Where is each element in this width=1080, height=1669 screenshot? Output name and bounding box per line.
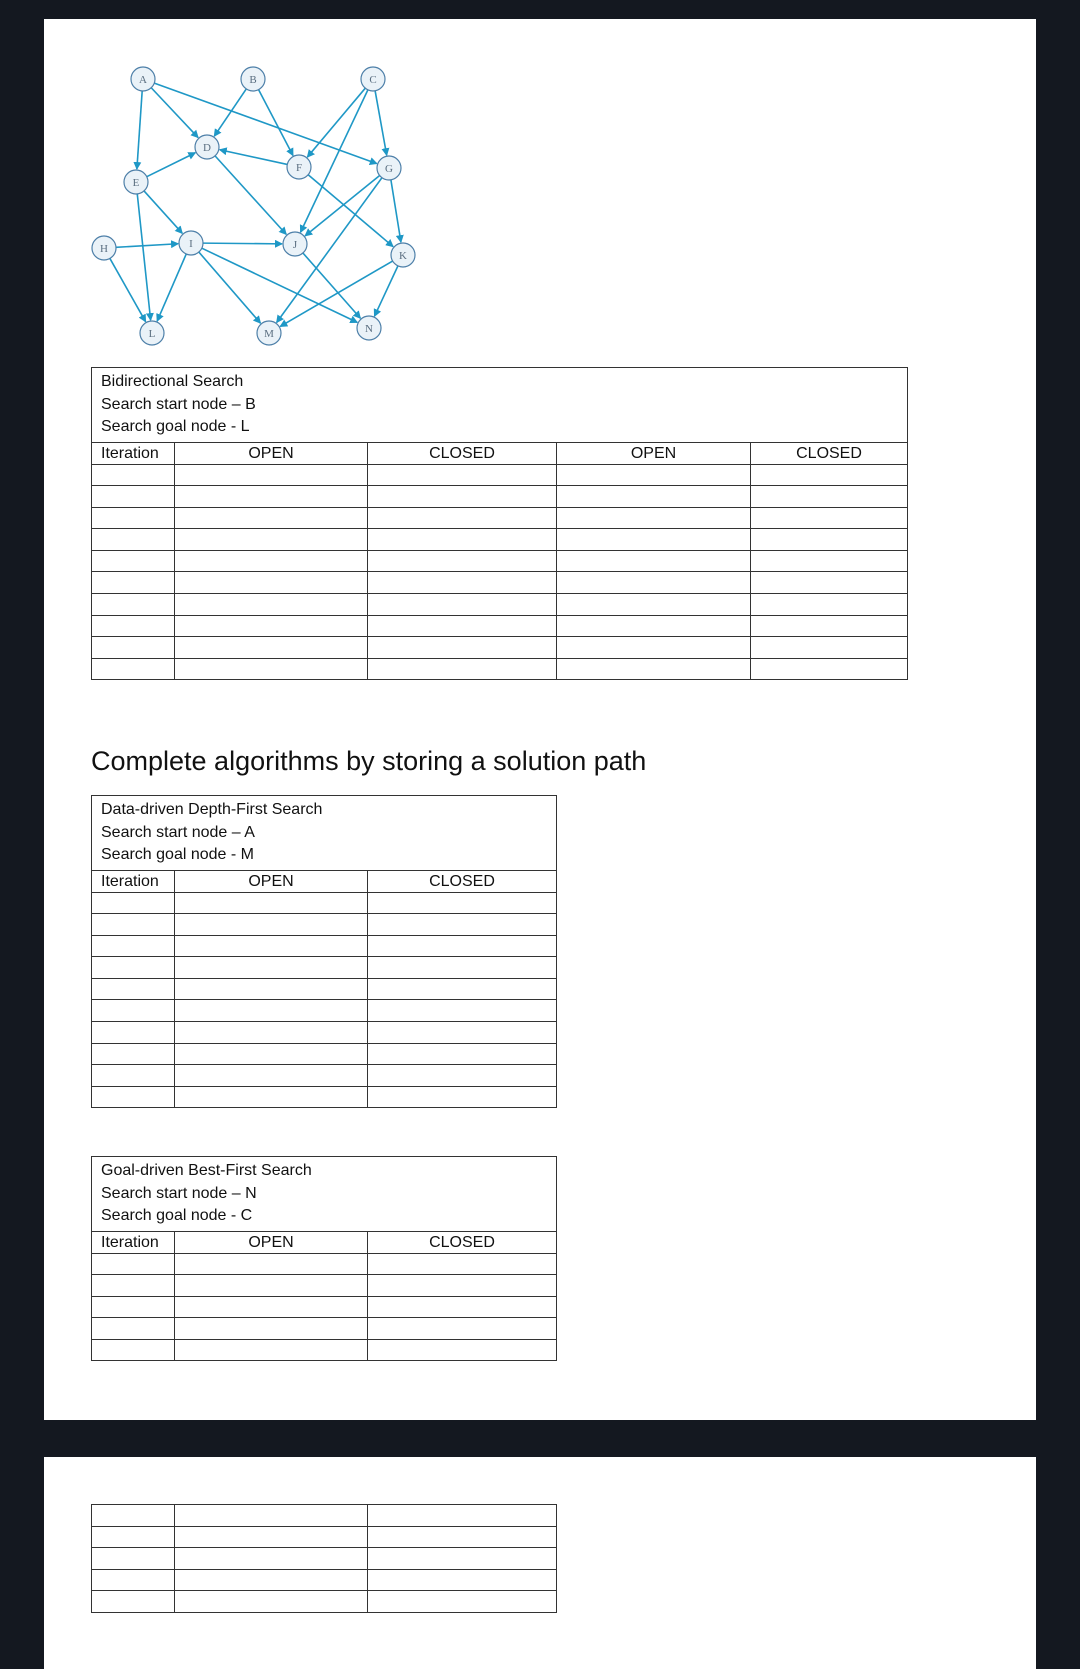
graph-node-label: J (292, 239, 298, 251)
table-row (92, 507, 908, 529)
graph-node-label: M (264, 328, 274, 340)
goal-node-label: Search goal node - C (101, 1207, 253, 1224)
table-cell (175, 1526, 368, 1548)
column-header-open-backward: OPEN (557, 442, 751, 464)
table-cell (175, 892, 368, 914)
table-row (92, 1065, 557, 1087)
search-graph (44, 19, 464, 349)
table-cell (92, 507, 175, 529)
table-cell (92, 1065, 175, 1087)
start-node-label: Search start node – B (101, 395, 256, 413)
table-cell (175, 1339, 368, 1361)
table-row (92, 1548, 557, 1570)
column-header-closed-backward: CLOSED (751, 442, 908, 464)
table-cell (368, 1253, 557, 1275)
table-cell (175, 1318, 368, 1340)
table-cell (368, 1505, 557, 1527)
edge-F-K (308, 175, 393, 247)
table-cell (751, 529, 908, 551)
table-cell (175, 935, 368, 957)
table-cell (175, 1000, 368, 1022)
table-cell (368, 615, 557, 637)
table-cell (751, 550, 908, 572)
table-cell (368, 637, 557, 659)
column-header-closed: CLOSED (368, 870, 557, 892)
column-header-iteration: Iteration (92, 1231, 175, 1253)
table-cell (368, 529, 557, 551)
edge-F-D (220, 150, 288, 165)
table-cell (557, 572, 751, 594)
graph-node-label: A (139, 74, 147, 86)
table-cell (92, 1569, 175, 1591)
table-cell (368, 914, 557, 936)
table-cell (175, 1043, 368, 1065)
table-cell (557, 550, 751, 572)
table-row (92, 1591, 557, 1613)
table-cell (175, 658, 368, 680)
edge-A-G (154, 83, 376, 163)
start-node-label: Search start node – N (101, 1184, 257, 1202)
table-row (92, 1339, 557, 1361)
table-row (92, 978, 557, 1000)
table-cell (557, 464, 751, 486)
table-cell (368, 1569, 557, 1591)
graph-node-J (283, 232, 307, 256)
edge-K-N (374, 266, 397, 316)
table-cell (368, 1548, 557, 1570)
graph-node-label: C (369, 74, 377, 86)
edge-B-D (214, 89, 246, 136)
table-cell (92, 464, 175, 486)
edge-E-I (144, 191, 182, 233)
table-cell (368, 507, 557, 529)
table-cell (368, 1065, 557, 1087)
table-cell (92, 1318, 175, 1340)
table-cell (175, 1253, 368, 1275)
table-cell (175, 1086, 368, 1108)
graph-node-L (140, 321, 164, 345)
goal-node-label: Search goal node - L (101, 418, 250, 435)
table-cell (368, 464, 557, 486)
graph-node-label: H (100, 243, 108, 255)
table-cell (557, 594, 751, 616)
table-header-row (92, 1231, 557, 1253)
graph-node-label: K (399, 250, 407, 262)
table-cell (751, 615, 908, 637)
goal-node-label: Search goal node - M (101, 846, 254, 863)
table-row (92, 1569, 557, 1591)
table-row (92, 529, 908, 551)
table-row (92, 1526, 557, 1548)
table-cell (175, 637, 368, 659)
document-page-2 (44, 1457, 1036, 1669)
graph-node-E (124, 170, 148, 194)
table-cell (751, 658, 908, 680)
table-title: Bidirectional Search (101, 373, 244, 390)
edge-I-L (157, 254, 186, 321)
table-cell (557, 637, 751, 659)
graph-node-C (361, 67, 385, 91)
table-cell (557, 529, 751, 551)
table-cell (175, 1275, 368, 1297)
table-row (92, 637, 908, 659)
table-cell (175, 615, 368, 637)
table-cell (368, 1318, 557, 1340)
table-cell (368, 1000, 557, 1022)
graph-node-label: B (249, 74, 257, 86)
column-header-iteration: Iteration (92, 442, 175, 464)
bidirectional-search-table (91, 367, 908, 680)
edge-I-J (203, 243, 282, 244)
table-cell (175, 1505, 368, 1527)
table-cell (751, 507, 908, 529)
table-row (92, 1296, 557, 1318)
graph-node-H (92, 236, 116, 260)
table-cell (368, 594, 557, 616)
table-cell (175, 594, 368, 616)
table-row (92, 1505, 557, 1527)
table-caption-row (92, 1157, 557, 1232)
table-cell (175, 914, 368, 936)
table-cell (368, 658, 557, 680)
table-row (92, 1086, 557, 1108)
best-first-search-table-continued (91, 1504, 557, 1613)
table-row (92, 935, 557, 957)
table-cell (92, 1339, 175, 1361)
table-cell (751, 594, 908, 616)
table-cell (751, 486, 908, 508)
column-header-open: OPEN (175, 1231, 368, 1253)
table-cell (92, 486, 175, 508)
edge-I-M (199, 252, 261, 323)
table-header-row (92, 870, 557, 892)
graph-node-D (195, 135, 219, 159)
start-node-label: Search start node – A (101, 823, 255, 841)
graph-node-label: E (132, 177, 140, 189)
graph-node-label: G (385, 163, 393, 175)
table-cell (92, 1022, 175, 1044)
table-cell (368, 1296, 557, 1318)
table-cell (92, 615, 175, 637)
table-cell (92, 1253, 175, 1275)
table-cell (751, 572, 908, 594)
table-cell (92, 529, 175, 551)
edge-I-N (202, 248, 357, 322)
table-cell (175, 957, 368, 979)
best-first-search-table (91, 1156, 557, 1361)
table-cell (368, 935, 557, 957)
table-caption (92, 368, 908, 443)
table-cell (92, 935, 175, 957)
edge-C-F (307, 88, 365, 157)
table-cell (175, 1569, 368, 1591)
table-cell (368, 1086, 557, 1108)
table-cell (92, 914, 175, 936)
table-caption-row (92, 368, 908, 443)
table-cell (175, 1296, 368, 1318)
table-cell (92, 550, 175, 572)
table-cell (175, 572, 368, 594)
table-cell (92, 594, 175, 616)
table-cell (92, 957, 175, 979)
table-cell (92, 978, 175, 1000)
table-row (92, 1022, 557, 1044)
table-row (92, 550, 908, 572)
table-cell (368, 978, 557, 1000)
table-title: Goal-driven Best-First Search (101, 1162, 312, 1179)
table-cell (368, 1275, 557, 1297)
edge-C-G (375, 91, 387, 155)
table-caption-row (92, 796, 557, 871)
table-cell (557, 486, 751, 508)
table-cell (368, 572, 557, 594)
table-row (92, 957, 557, 979)
table-cell (92, 1275, 175, 1297)
table-row (92, 594, 908, 616)
graph-node-label: F (295, 162, 303, 174)
table-cell (175, 978, 368, 1000)
table-row (92, 615, 908, 637)
table-cell (557, 658, 751, 680)
table-cell (175, 529, 368, 551)
graph-node-label: L (148, 328, 156, 340)
table-cell (175, 1548, 368, 1570)
edge-E-L (137, 194, 150, 320)
table-row (92, 1000, 557, 1022)
table-row (92, 572, 908, 594)
edge-H-L (110, 258, 146, 321)
table-cell (368, 892, 557, 914)
table-cell (751, 637, 908, 659)
table-cell (175, 507, 368, 529)
table-row (92, 658, 908, 680)
table-cell (368, 1339, 557, 1361)
table-cell (92, 1505, 175, 1527)
graph-node-N (357, 316, 381, 340)
table-cell (92, 1043, 175, 1065)
table-row (92, 1275, 557, 1297)
table-cell (368, 1043, 557, 1065)
table-cell (92, 1548, 175, 1570)
section-heading: Complete algorithms by storing a solution path (91, 746, 647, 776)
edge-D-J (215, 156, 286, 234)
table-cell (175, 1022, 368, 1044)
table-title: Data-driven Depth-First Search (101, 801, 323, 818)
table-cell (175, 486, 368, 508)
table-cell (368, 550, 557, 572)
edge-A-D (151, 88, 198, 138)
table-cell (368, 957, 557, 979)
edge-E-D (147, 153, 196, 177)
graph-node-A (131, 67, 155, 91)
table-cell (92, 1296, 175, 1318)
graph-node-label: D (203, 142, 211, 154)
graph-node-I (179, 231, 203, 255)
table-cell (751, 464, 908, 486)
graph-node-F (287, 155, 311, 179)
table-caption (92, 796, 557, 871)
table-cell (175, 1065, 368, 1087)
table-cell (92, 1526, 175, 1548)
graph-node-label: N (365, 323, 373, 335)
graph-node-M (257, 321, 281, 345)
table-row (92, 892, 557, 914)
table-cell (368, 1591, 557, 1613)
table-row (92, 464, 908, 486)
table-cell (557, 615, 751, 637)
table-row (92, 1253, 557, 1275)
table-header-row (92, 442, 908, 464)
graph-node-label: I (189, 238, 193, 250)
table-cell (368, 1022, 557, 1044)
depth-first-search-table (91, 795, 557, 1108)
table-row (92, 1043, 557, 1065)
document-page-1 (44, 19, 1036, 1420)
table-cell (175, 1591, 368, 1613)
table-row (92, 1318, 557, 1340)
graph-node-G (377, 156, 401, 180)
column-header-open-forward: OPEN (175, 442, 368, 464)
edge-A-E (137, 91, 142, 169)
table-cell (557, 507, 751, 529)
table-cell (92, 658, 175, 680)
table-row (92, 914, 557, 936)
graph-node-B (241, 67, 265, 91)
table-cell (175, 550, 368, 572)
table-caption (92, 1157, 557, 1232)
column-header-closed: CLOSED (368, 1231, 557, 1253)
edge-H-I (116, 244, 178, 248)
table-cell (368, 486, 557, 508)
table-cell (368, 1526, 557, 1548)
edge-G-K (391, 180, 401, 242)
graph-node-K (391, 243, 415, 267)
table-cell (92, 572, 175, 594)
table-cell (92, 1000, 175, 1022)
table-cell (175, 464, 368, 486)
column-header-iteration: Iteration (92, 870, 175, 892)
table-cell (92, 637, 175, 659)
table-cell (92, 1086, 175, 1108)
column-header-open: OPEN (175, 870, 368, 892)
table-cell (92, 892, 175, 914)
table-row (92, 486, 908, 508)
table-cell (92, 1591, 175, 1613)
column-header-closed-forward: CLOSED (368, 442, 557, 464)
